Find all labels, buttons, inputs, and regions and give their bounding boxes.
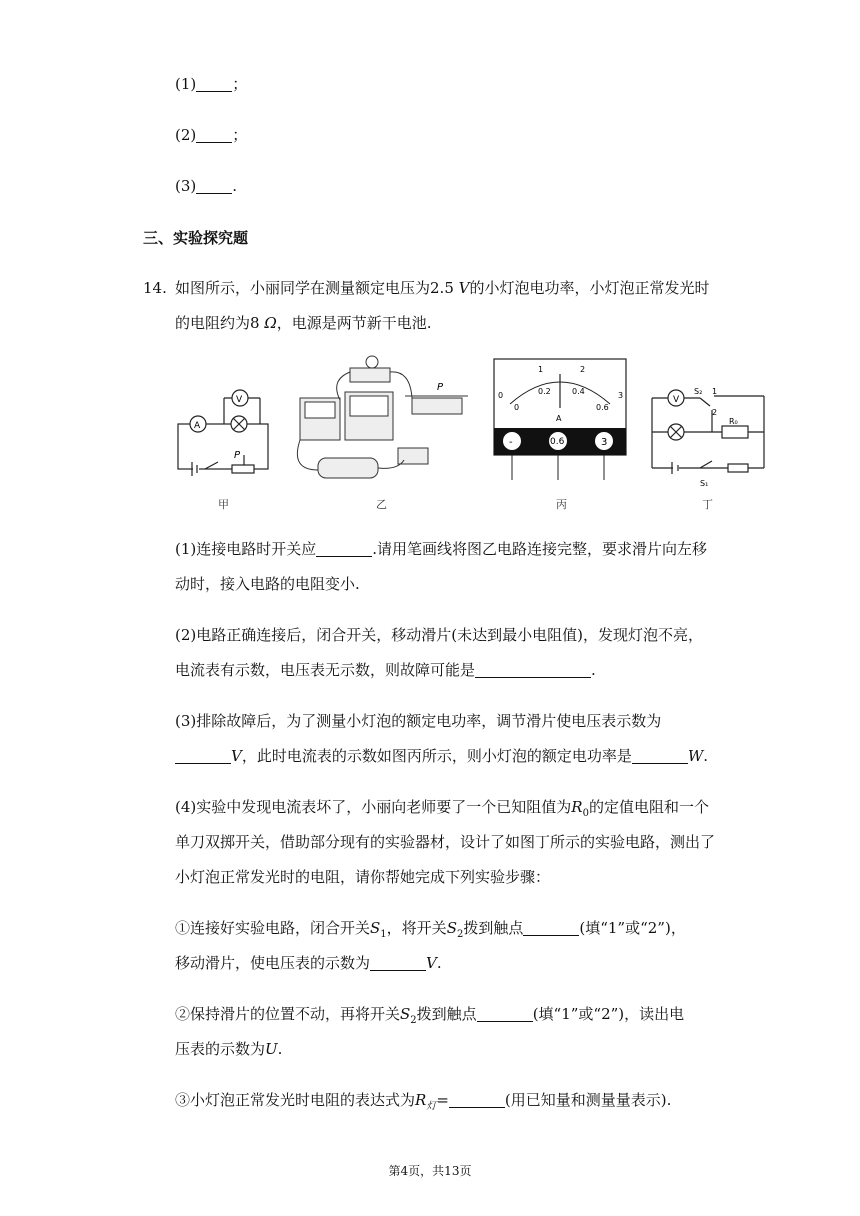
blank-2-suffix: ； [232, 126, 248, 144]
figure-label-bing: 丙 [556, 498, 567, 511]
text: (填“1”或“2”)， [579, 919, 686, 937]
ding-s2-label: S₂ [694, 387, 703, 396]
resistance-value: 8 [250, 314, 260, 332]
answer-blank[interactable] [523, 920, 579, 936]
answer-blank[interactable] [370, 955, 426, 971]
part-3-line-1: (3)排除故障后，为了测量小灯泡的额定电功率，调节滑片使电压表示数为 [175, 712, 662, 730]
unit: V [231, 747, 242, 765]
answer-blank[interactable] [475, 662, 591, 678]
step-2-line-1 [175, 1004, 684, 1031]
figure-label-jia: 甲 [218, 498, 229, 511]
symbol: R [571, 798, 583, 816]
part-4-line-2: 单刀双掷开关，借助部分现有的实验器材，设计了如图丁所示的实验电路，测出了 [175, 833, 716, 851]
text: ③小灯泡正常发光时电阻的表达式为 [175, 1091, 416, 1109]
ding-r0-label: R₀ [729, 417, 738, 426]
text: 电流表有示数，电压表无示数，则故障可能是 [175, 661, 476, 679]
text: 拨到触点 [463, 919, 524, 937]
text: ，将开关 [386, 919, 447, 937]
text: (4)实验中发现电流表坏了，小丽向老师要了一个已知阻值为 [175, 798, 572, 816]
yi-slider-label-p: P [437, 382, 444, 393]
text: ②保持滑片的位置不动，再将开关 [175, 1005, 401, 1023]
ding-contact-1: 1 [712, 387, 718, 396]
ammeter-bottom-0-6: 0.6 [596, 403, 609, 412]
ammeter-bottom-0: 0 [514, 403, 520, 412]
text: (用已知量和测量量表示). [504, 1091, 672, 1109]
text: .请用笔画线将图乙电路连接完整，要求滑片向左移 [372, 540, 708, 558]
blank-1-suffix: ； [232, 75, 248, 93]
ammeter-top-3: 3 [618, 391, 624, 400]
step-1-line-2 [175, 953, 442, 973]
part-4-line-3: 小灯泡正常发光时的电阻，请你帮她完成下列实验步骤： [175, 868, 551, 886]
unit: W [687, 747, 704, 765]
figure-label-yi: 乙 [376, 498, 387, 511]
ammeter-top-1: 1 [538, 365, 544, 374]
text: ①连接好实验电路，闭合开关 [175, 919, 371, 937]
slider-label-p: P [234, 450, 241, 461]
blank-3-prefix: (3) [175, 177, 197, 195]
rated-voltage-value: 2.5 [430, 279, 454, 297]
ding-s1-label: S₁ [700, 479, 709, 488]
step-3-line [175, 1090, 671, 1117]
text: . [591, 661, 596, 679]
figure-yi-apparatus [297, 356, 468, 478]
text: 的电阻约为 [175, 314, 251, 332]
part-4-line-1 [175, 797, 709, 824]
answer-blank[interactable] [175, 748, 231, 764]
ammeter-bottom-0-4: 0.4 [572, 387, 585, 396]
answer-blank[interactable] [316, 541, 372, 557]
ammeter-bottom-0-2: 0.2 [538, 387, 551, 396]
section-title: 三、实验探究题 [143, 229, 249, 247]
part-3-line-2 [175, 746, 708, 766]
terminal-3: 3 [601, 437, 608, 448]
text: ，此时电流表的示数如图丙所示，则小灯泡的额定电功率是 [241, 747, 632, 765]
answer-blank[interactable] [477, 1006, 533, 1022]
answer-blank[interactable] [449, 1092, 505, 1108]
symbol: U [265, 1040, 278, 1058]
symbol: R [415, 1091, 427, 1109]
ammeter-top-2: 2 [580, 365, 586, 374]
ding-voltmeter-label: V [673, 395, 680, 405]
subscript: 2 [410, 1015, 417, 1026]
subscript: 0 [582, 808, 589, 819]
terminal-0-6: 0.6 [550, 437, 565, 447]
text: 拨到触点 [416, 1005, 477, 1023]
symbol: S [400, 1005, 411, 1023]
text: . [703, 747, 709, 765]
figure-ding-circuit [652, 390, 764, 474]
subscript: 2 [456, 929, 464, 940]
subscript: 灯 [426, 1101, 437, 1112]
part-2-line-1: (2)电路正确连接后，闭合开关，移动滑片(未达到最小电阻值)，发现灯泡不亮， [175, 626, 703, 644]
blank-2-prefix: (2) [175, 126, 197, 144]
ammeter-symbol-label: A [194, 421, 201, 431]
unit: V [426, 954, 437, 972]
equals-sign: = [436, 1091, 449, 1109]
text: (1)连接电路时开关应 [175, 540, 317, 558]
text: 压表的示数为 [175, 1040, 266, 1058]
ammeter-top-0: 0 [498, 391, 504, 400]
unit: V [458, 279, 470, 297]
step-2-line-2 [175, 1039, 282, 1059]
blank-1-prefix: (1) [175, 75, 197, 93]
question-number: 14. [143, 279, 167, 297]
circuit-figures [0, 0, 860, 520]
subscript: 1 [380, 929, 387, 940]
text: (填“1”或“2”)，读出电 [532, 1005, 685, 1023]
text: . [436, 954, 442, 972]
figure-jia-circuit [178, 390, 268, 476]
text: . [277, 1040, 283, 1058]
answer-blank[interactable] [632, 748, 688, 764]
terminal-minus: - [509, 437, 513, 448]
part-1-line-2: 动时，接入电路的电阻变小. [175, 575, 360, 593]
ding-contact-2: 2 [712, 408, 718, 417]
figure-label-ding: 丁 [702, 498, 713, 511]
text: ，电源是两节新干电池. [276, 314, 432, 332]
ammeter-unit: A [556, 414, 562, 423]
part-1-line-1 [175, 539, 707, 559]
blank-3-suffix: . [232, 177, 238, 195]
symbol: S [446, 919, 457, 937]
text: 的小灯泡电功率，小灯泡正常发光时 [469, 279, 710, 297]
text: 移动滑片，使电压表的示数为 [175, 954, 371, 972]
page-footer: 第4页，共13页 [388, 1164, 472, 1178]
text: 的定值电阻和一个 [588, 798, 709, 816]
step-1-line-1 [175, 918, 686, 945]
symbol: S [370, 919, 381, 937]
text: 如图所示，小丽同学在测量额定电压为 [175, 279, 431, 297]
voltmeter-symbol-label: V [236, 395, 243, 405]
unit: Ω [264, 314, 277, 332]
part-2-line-2 [175, 660, 596, 680]
